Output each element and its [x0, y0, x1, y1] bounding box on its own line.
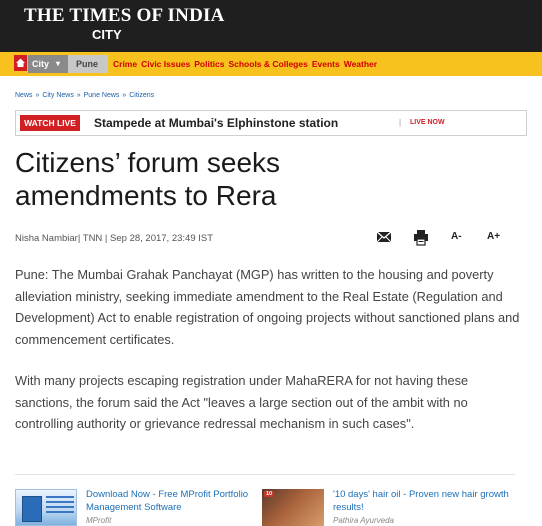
- envelope-icon[interactable]: [376, 228, 392, 246]
- font-decrease-button[interactable]: A-: [451, 231, 462, 242]
- article-paragraph: With many projects escaping registration under MahaRERA for not having these sanctions, the forum said the Act "leaves a large section out of the ambit with no controlling authority or grievance redressal mechanism in such cases".: [15, 373, 469, 431]
- nav-link-civic-issues[interactable]: Civic Issues: [141, 59, 191, 69]
- ad-title[interactable]: Download Now - Free MProfit Portfolio Management Software: [86, 489, 249, 513]
- nav-link-crime[interactable]: Crime: [113, 59, 138, 69]
- site-logo[interactable]: THE TIMES OF INDIA: [24, 5, 225, 26]
- font-increase-button[interactable]: A+: [487, 231, 501, 242]
- divider: [15, 474, 515, 475]
- ad-title[interactable]: '10 days' hair oil - Proven new hair growth results!: [333, 489, 509, 513]
- live-headline[interactable]: Stampede at Mumbai's Elphinstone station: [94, 116, 339, 130]
- nav-link-schools-colleges[interactable]: Schools & Colleges: [228, 59, 308, 69]
- breadcrumb-item-citizens: Citizens: [129, 92, 155, 99]
- sponsored-ad[interactable]: [15, 485, 250, 526]
- nav-link-weather[interactable]: Weather: [343, 59, 378, 69]
- ad-thumb-label: 10: [266, 491, 273, 497]
- nav-link-politics[interactable]: Politics: [194, 59, 225, 69]
- nav-city-label: City: [32, 59, 50, 69]
- section-nav: [0, 52, 542, 76]
- watch-live-badge[interactable]: WATCH LIVE: [20, 115, 80, 131]
- ad-source: Pathira Ayurveda: [333, 516, 394, 525]
- article-byline: Nisha Nambiar| TNN | Sep 28, 2017, 23:49 IST: [15, 233, 214, 244]
- breadcrumb-item-pune-news[interactable]: Pune News: [83, 92, 120, 99]
- breadcrumb: News » City News » Pune News » Citizens: [15, 92, 155, 99]
- article-paragraph: Pune: The Mumbai Grahak Panchayat (MGP) has written to the housing and poverty alleviation ministry, seeking immediate amendment to the Real Estate (Regulation and Development) Act to enable registration of ongoing projects without sanctioned plans and commencement certificates.: [15, 267, 520, 347]
- printer-icon[interactable]: [413, 228, 429, 246]
- section-title[interactable]: CITY: [92, 27, 122, 42]
- nav-pune-tab[interactable]: Pune: [68, 55, 108, 73]
- ad-thumbnail[interactable]: [15, 489, 77, 526]
- live-news-strip[interactable]: [15, 110, 527, 136]
- masthead: [0, 0, 542, 52]
- nav-links: [113, 52, 381, 76]
- breadcrumb-item-news[interactable]: News: [15, 92, 33, 99]
- home-icon[interactable]: [14, 55, 27, 71]
- nav-city-dropdown[interactable]: [28, 55, 68, 73]
- ad-source: MProfit: [86, 516, 112, 525]
- live-separator: |: [399, 118, 402, 127]
- article-headline: Citizens’ forum seeks amendments to Rera: [15, 147, 281, 211]
- nav-link-events[interactable]: Events: [311, 59, 340, 69]
- software-box-icon: [22, 496, 42, 522]
- ad-thumbnail[interactable]: [262, 489, 324, 526]
- sponsored-ad[interactable]: [262, 485, 532, 526]
- chevron-down-icon: ▾: [55, 59, 60, 68]
- live-now-label: LIVE NOW: [410, 119, 445, 126]
- breadcrumb-item-city-news[interactable]: City News: [42, 92, 74, 99]
